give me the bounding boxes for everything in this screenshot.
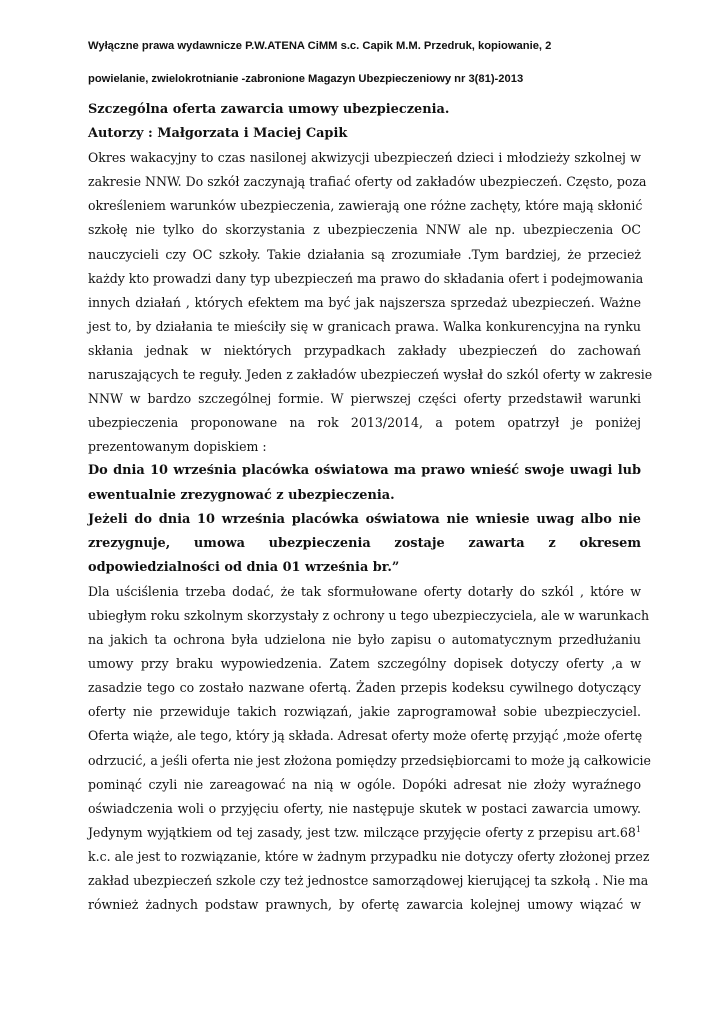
quote-line: ewentualnie zrezygnować z ubezpieczenia.	[88, 487, 395, 503]
text-line: naruszających te reguły. Jeden z zakładów ubezpieczeń wysłał do szkól oferty w zakresie	[88, 367, 653, 383]
quote-line: Jeżeli do dnia 10 września placówka oświatowa nie wniesie uwag albo nie	[88, 511, 641, 527]
quote-line: Do dnia 10 września placówka oświatowa ma prawo wnieść swoje uwagi lub	[88, 463, 641, 479]
article-title: Szczególna oferta zawarcia umowy ubezpieczenia.	[88, 102, 450, 117]
article-authors: Autorzy : Małgorzata i Maciej Capik	[88, 126, 348, 142]
text-line: Okres wakacyjny to czas nasilonej akwizycji ubezpieczeń dzieci i młodzieży szkolnej w	[88, 150, 641, 166]
text-line: k.c. ale jest to rozwiązanie, które w żadnym przypadku nie dotyczy oferty złożonej przez	[88, 848, 650, 864]
document-body	[88, 98, 653, 917]
text-line: skłania jednak w niektórych przypadkach zakłady ubezpieczeń do zachowań	[88, 342, 641, 358]
text-line: zakresie NNW. Do szkół zaczynają trafiać oferty od zakładów ubezpieczeń. Często, poza	[88, 174, 647, 190]
text-line: prezentowanym dopiskiem :	[88, 439, 267, 455]
text-line: odrzucić, a jeśli oferta nie jest złożona pomiędzy przedsiębiorcami to może ją całkowicie	[88, 752, 651, 768]
paragraph-intro	[88, 146, 653, 459]
text-line: również żadnych podstaw prawnych, by ofertę zawarcia kolejnej umowy wiązać w	[88, 897, 641, 913]
text-line: określeniem warunków ubezpieczenia, zawierają one różne zachęty, które mają skłonić	[88, 198, 643, 214]
text-line: oferty nie przewiduje takich rozwiązań, jakie zaprogramował sobie ubezpieczyciel.	[88, 704, 641, 720]
text-line: zakład ubezpieczeń szkole czy też jednostce samorządowej kierującej ta szkołą . Nie ma	[88, 873, 649, 888]
text-line: ubezpieczenia proponowane na rok 2013/2014, a potem opatrzył je poniżej	[88, 415, 641, 431]
text-line: oświadczenia woli o przyjęciu oferty, nie następuje skutek w postaci zawarcia umowy.	[88, 800, 641, 816]
text-line: pominąć czyli nie zareagować na nią w ogóle. Dopóki adresat nie złoży wyraźnego	[88, 776, 641, 792]
text-line: ubiegłym roku szkolnym skorzystały z ochrony u tego ubezpieczyciela, ale w warunkach	[88, 607, 650, 623]
text-line: Dla uściślenia trzeba dodać, że tak sformułowane oferty dotarły do szkól , które w	[88, 583, 641, 599]
text-line: każdy kto prowadzi dany typ ubezpieczeń ma prawo do składania ofert i podejmowania	[88, 270, 644, 286]
paragraph-analysis	[88, 580, 651, 917]
text-span: Jedynym wyjątkiem od tej zasady, jest tzw. milczące przyjęcie oferty z przepisu art.68	[88, 824, 636, 840]
quote-line: zrezygnuje, umowa ubezpieczenia zostaje zawarta z okresem	[88, 535, 641, 551]
text-line: szkołę nie tylko do skorzystania z ubezpieczenia NNW ale np. ubezpieczenia OC	[88, 222, 641, 238]
text-line: zasadzie tego co zostało nazwane ofertą. Żaden przepis kodeksu cywilnego dotyczący	[88, 680, 641, 696]
text-line: Oferta wiąże, ale tego, który ją składa. Adresat oferty może ofertę przyjąć ,może ofertę	[88, 728, 643, 744]
quoted-clause-1	[88, 459, 641, 507]
text-line: innych działań , których efektem ma być jak najszersza sprzedaż ubezpieczeń. Ważne	[88, 294, 641, 310]
quote-line: odpowiedzialności od dnia 01 września br.”	[88, 559, 400, 575]
text-line: NNW w bardzo szczególnej formie. W pierwszej części oferty przedstawił warunki	[88, 391, 641, 407]
text-line: nauczycieli czy OC szkoły. Takie działania są zrozumiałe .Tym bardziej, że przecież	[88, 246, 641, 262]
quoted-clause-2	[88, 508, 641, 580]
footnote-mark: 1	[635, 824, 641, 834]
text-line: jest to, by działania te mieściły się w granicach prawa. Walka konkurencyjna na rynku	[88, 318, 641, 334]
text-line: na jakich ta ochrona była udzielona nie było zapisu o automatycznym przedłużaniu	[88, 632, 641, 648]
text-line-with-footnote	[88, 821, 641, 845]
header-line-1: Wyłączne prawa wydawnicze P.W.ATENA CiMM s.c. Capik M.M. Przedruk, kopiowanie, 2	[88, 40, 552, 52]
header-line-2: powielanie, zwielokrotnianie -zabronione Magazyn Ubezpieczeniowy nr 3(81)-2013	[88, 73, 524, 85]
text-line: umowy przy braku wypowiedzenia. Zatem szczególny dopisek dotyczy oferty ,a w	[88, 656, 641, 672]
